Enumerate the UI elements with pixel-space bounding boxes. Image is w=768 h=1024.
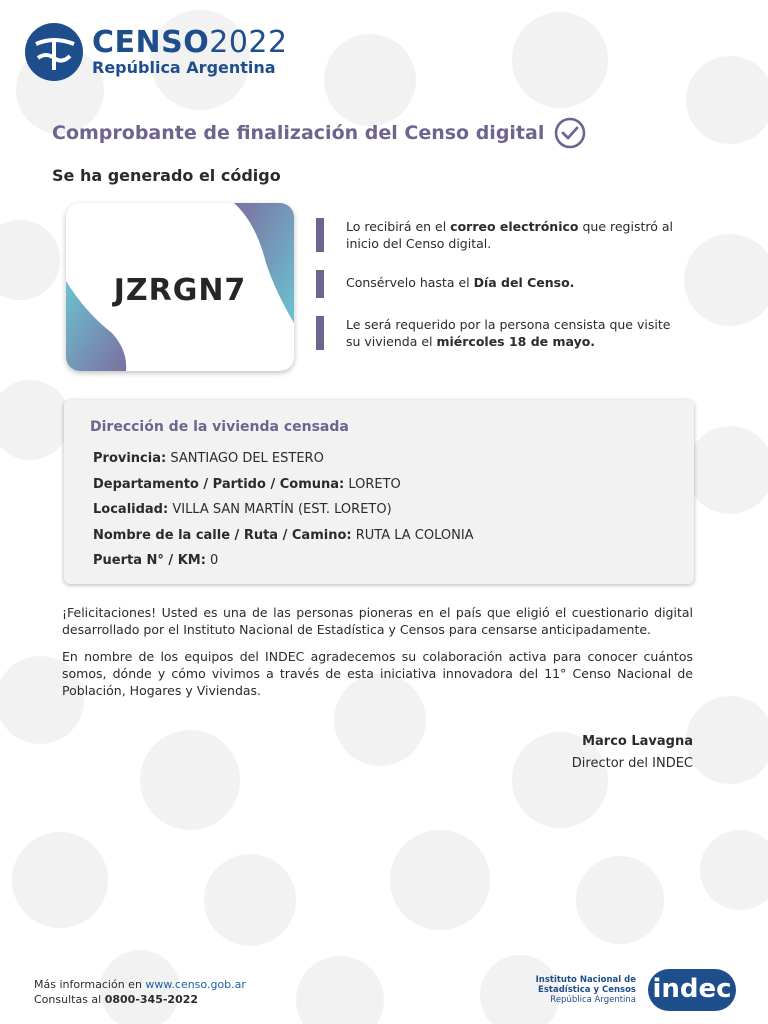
address-row-door: Puerta N° / KM: 0	[93, 553, 219, 568]
signer-name: Marco Lavagna	[582, 734, 693, 749]
note-bar	[316, 270, 324, 298]
note-keep	[316, 270, 676, 298]
signature-block	[572, 731, 693, 775]
note-bar	[316, 218, 324, 252]
generated-code: JZRGN7	[113, 273, 247, 308]
indec-logo: indec	[648, 969, 736, 1011]
census-logo-icon	[24, 22, 86, 82]
logo-subtitle: República Argentina	[92, 58, 276, 77]
address-box	[64, 400, 694, 584]
note-email	[316, 218, 676, 252]
census-header	[24, 22, 288, 82]
code-notes	[316, 218, 676, 368]
address-row-street: Nombre de la calle / Ruta / Camino: RUTA LA COLONIA	[93, 527, 474, 543]
congratulations-paragraph: ¡Felicitaciones! Usted es una de las personas pioneras en el país que eligió el cuestionario digital desarrollado por el Instituto Nacional de Estadística y Censos para censarse anticipadamente.	[62, 605, 693, 637]
address-row-province: Provincia: SANTIAGO DEL ESTERO	[93, 451, 324, 466]
phone-number: 0800-345-2022	[104, 993, 199, 1006]
document-title: Comprobante de finalización del Censo digital	[52, 117, 586, 149]
note-text: Consérvelo hasta el Día del Censo.	[346, 275, 575, 290]
note-required	[316, 316, 676, 350]
note-bar	[316, 316, 324, 350]
info-prefix: Más información en	[34, 978, 146, 991]
indec-brand	[536, 969, 736, 1011]
logo-title: CENSO2022	[92, 25, 288, 60]
address-heading: Dirección de la vivienda censada	[90, 419, 349, 435]
address-row-department: Departamento / Partido / Comuna: LORETO	[93, 476, 401, 492]
phone-prefix: Consultas al	[34, 993, 105, 1006]
message-paragraphs	[62, 604, 693, 709]
code-subheading: Se ha generado el código	[52, 166, 281, 185]
note-text: Lo recibirá en el correo electrónico que registró al inicio del Censo digital.	[346, 219, 673, 251]
thanks-paragraph: En nombre de los equipos del INDEC agradecemos su colaboración activa para conocer cuántos somos, dónde y cómo vivimos a través de esta iniciativa innovadora del 11° Censo Nacional de Población, Hogares y Viviendas.	[62, 649, 693, 698]
check-circle-icon	[554, 117, 586, 149]
note-text: Le será requerido por la persona censista que visite su vivienda el miércoles 18 de mayo.	[346, 317, 671, 349]
census-website-link[interactable]: www.censo.gob.ar	[145, 978, 246, 991]
signer-role: Director del INDEC	[571, 756, 693, 771]
footer-info	[34, 977, 246, 1007]
address-row-locality: Localidad: VILLA SAN MARTÍN (EST. LORETO)	[93, 502, 392, 517]
code-card	[66, 203, 294, 371]
indec-institute-name: Instituto Nacional de Estadística y Censos República Argentina	[535, 975, 636, 1005]
